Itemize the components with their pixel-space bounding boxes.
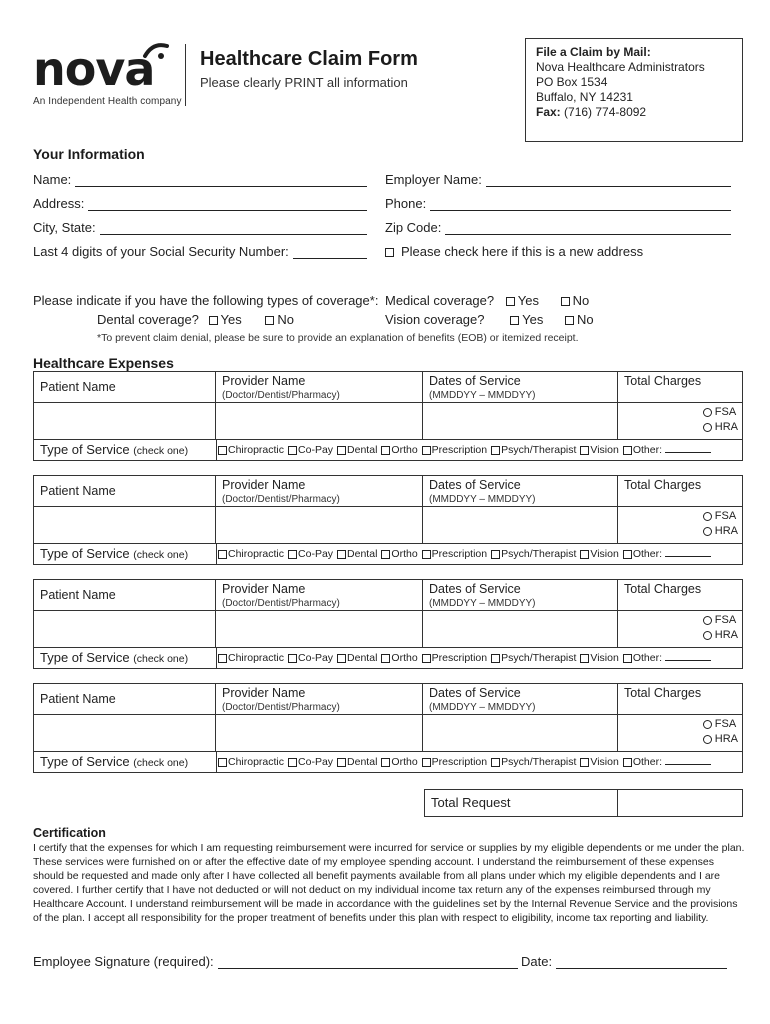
- zip-field[interactable]: [385, 220, 731, 235]
- other-line[interactable]: [665, 755, 711, 765]
- hra-option[interactable]: [703, 732, 738, 747]
- provider-header: [215, 371, 423, 403]
- service-option[interactable]: [381, 548, 417, 560]
- hra-label: HRA: [714, 421, 738, 433]
- patient-name-header: [33, 475, 216, 507]
- total-request-label: Total Request: [431, 795, 511, 810]
- service-option-label: Other:: [632, 548, 663, 560]
- city-state-field[interactable]: [33, 220, 367, 235]
- nova-logo: [33, 40, 182, 110]
- patient-name-input[interactable]: [33, 714, 216, 752]
- medical-yes-checkbox[interactable]: [506, 297, 515, 306]
- name-field[interactable]: [33, 172, 367, 187]
- service-option-label: Psych/Therapist: [501, 548, 577, 560]
- service-option-label: Prescription: [431, 548, 488, 560]
- vision-no-checkbox[interactable]: [565, 316, 574, 325]
- service-option[interactable]: [381, 444, 417, 456]
- dates-input[interactable]: [422, 610, 618, 648]
- mail-heading: File a Claim by Mail:: [536, 45, 651, 59]
- account-type-options: [703, 405, 738, 435]
- hra-option[interactable]: [703, 524, 738, 539]
- dates-header: [422, 371, 618, 403]
- service-checkbox[interactable]: [337, 758, 346, 767]
- logo-wordmark: nova: [33, 42, 155, 96]
- service-option-label: Psych/Therapist: [501, 652, 577, 664]
- signature-field[interactable]: [33, 954, 518, 969]
- fsa-label: FSA: [714, 614, 737, 626]
- total-charges-header: [617, 475, 743, 507]
- service-option[interactable]: [381, 756, 417, 768]
- service-option-label: Dental: [347, 548, 378, 560]
- service-option-other[interactable]: [623, 652, 711, 664]
- service-option[interactable]: [580, 444, 618, 456]
- total-charges-input[interactable]: [617, 610, 743, 648]
- dates-label: Dates of Service: [429, 582, 521, 596]
- service-checkbox[interactable]: [218, 654, 227, 663]
- fsa-option[interactable]: [703, 717, 738, 732]
- service-option[interactable]: [422, 444, 487, 456]
- provider-sub-label: (Doctor/Dentist/Pharmacy): [222, 702, 340, 713]
- total-charges-input[interactable]: [617, 506, 743, 544]
- service-option[interactable]: [422, 548, 487, 560]
- service-checkbox[interactable]: [337, 654, 346, 663]
- zip-label: Zip Code:: [385, 220, 442, 235]
- service-option-label: Other:: [632, 756, 663, 768]
- expenses-heading: Healthcare Expenses: [33, 355, 174, 371]
- service-option-label: Co-Pay: [298, 548, 334, 560]
- service-checkbox[interactable]: [580, 654, 589, 663]
- check-one-text: (check one): [133, 653, 189, 665]
- total-charges-label: Total Charges: [624, 374, 702, 388]
- service-option-label: Other:: [632, 444, 663, 456]
- dental-no-label: No: [277, 312, 294, 327]
- phone-label: Phone:: [385, 196, 427, 211]
- service-options: [218, 755, 715, 768]
- service-option-label: Prescription: [431, 444, 488, 456]
- patient-name-label: Patient Name: [40, 484, 116, 498]
- ssn-label: Last 4 digits of your Social Security Number:: [33, 244, 289, 259]
- service-option[interactable]: [218, 652, 284, 664]
- type-of-service-text: Type of Service: [40, 754, 130, 769]
- type-of-service-label: [40, 650, 188, 665]
- service-option-label: Co-Pay: [298, 756, 334, 768]
- service-option-other[interactable]: [623, 444, 711, 456]
- expense-block: [33, 683, 743, 775]
- expense-block: [33, 475, 743, 567]
- type-of-service-text: Type of Service: [40, 442, 130, 457]
- dental-label: Dental coverage?: [97, 312, 199, 327]
- coverage-question: Please indicate if you have the following types of coverage*:: [33, 293, 379, 308]
- patient-name-input[interactable]: [33, 506, 216, 544]
- service-option[interactable]: [491, 756, 576, 768]
- type-of-service-row: [33, 439, 743, 461]
- dates-sub-label: (MMDDYY – MMDDYY): [429, 598, 536, 609]
- service-option[interactable]: [337, 756, 377, 768]
- service-option-label: Vision: [590, 652, 619, 664]
- service-option-label: Ortho: [391, 652, 418, 664]
- service-checkbox[interactable]: [623, 550, 632, 559]
- service-option-label: Chiropractic: [228, 652, 285, 664]
- service-option[interactable]: [218, 444, 284, 456]
- service-option-label: Dental: [347, 756, 378, 768]
- dental-coverage: [97, 312, 294, 327]
- service-checkbox[interactable]: [288, 550, 297, 559]
- service-checkbox[interactable]: [288, 758, 297, 767]
- ssn-line[interactable]: [293, 246, 367, 259]
- service-option-label: Ortho: [391, 548, 418, 560]
- service-checkbox[interactable]: [288, 446, 297, 455]
- other-line[interactable]: [665, 443, 711, 453]
- service-option[interactable]: [381, 652, 417, 664]
- dental-yes-checkbox[interactable]: [209, 316, 218, 325]
- total-charges-label: Total Charges: [624, 582, 702, 596]
- dates-input[interactable]: [422, 506, 618, 544]
- service-options: [218, 443, 715, 456]
- date-field[interactable]: [521, 954, 727, 969]
- service-option[interactable]: [491, 444, 576, 456]
- total-charges-header: [617, 371, 743, 403]
- service-option-label: Prescription: [431, 652, 488, 664]
- row-divider: [216, 544, 217, 564]
- service-option[interactable]: [337, 548, 377, 560]
- form-subtitle: Please clearly PRINT all information: [200, 75, 408, 90]
- account-type-options: [703, 509, 738, 539]
- service-option-label: Dental: [347, 444, 378, 456]
- provider-label: Provider Name: [222, 582, 306, 596]
- account-type-options: [703, 717, 738, 747]
- service-option[interactable]: [288, 652, 333, 664]
- service-checkbox[interactable]: [422, 654, 431, 663]
- service-option-label: Dental: [347, 652, 378, 664]
- fsa-radio[interactable]: [703, 512, 712, 521]
- service-option-label: Psych/Therapist: [501, 756, 577, 768]
- patient-name-header: [33, 683, 216, 715]
- type-of-service-text: Type of Service: [40, 650, 130, 665]
- your-info-heading: Your Information: [33, 146, 145, 162]
- hra-radio[interactable]: [703, 735, 712, 744]
- service-checkbox[interactable]: [218, 550, 227, 559]
- provider-input[interactable]: [215, 506, 423, 544]
- row-divider: [216, 752, 217, 772]
- type-of-service-label: [40, 546, 188, 561]
- type-of-service-row: [33, 543, 743, 565]
- phone-line[interactable]: [430, 198, 731, 211]
- service-checkbox[interactable]: [337, 446, 346, 455]
- hra-option[interactable]: [703, 628, 738, 643]
- provider-header: [215, 579, 423, 611]
- service-option[interactable]: [580, 652, 618, 664]
- phone-field[interactable]: [385, 196, 731, 211]
- logo-swirl-icon: [141, 40, 171, 62]
- dates-label: Dates of Service: [429, 686, 521, 700]
- fsa-label: FSA: [714, 510, 737, 522]
- city-state-line[interactable]: [100, 222, 367, 235]
- service-option[interactable]: [288, 444, 333, 456]
- check-one-text: (check one): [133, 549, 189, 561]
- service-checkbox[interactable]: [218, 758, 227, 767]
- new-address-checkbox[interactable]: [385, 248, 394, 257]
- dates-input[interactable]: [422, 402, 618, 440]
- vision-yes-checkbox[interactable]: [510, 316, 519, 325]
- fsa-option[interactable]: [703, 405, 738, 420]
- service-checkbox[interactable]: [491, 446, 500, 455]
- address-line[interactable]: [88, 198, 367, 211]
- service-option-label: Vision: [590, 756, 619, 768]
- check-one-text: (check one): [133, 445, 189, 457]
- service-checkbox[interactable]: [580, 446, 589, 455]
- total-request-label-cell: [424, 789, 618, 817]
- signature-line[interactable]: [218, 956, 518, 969]
- fsa-radio[interactable]: [703, 408, 712, 417]
- expense-block: [33, 371, 743, 463]
- service-checkbox[interactable]: [491, 654, 500, 663]
- service-option[interactable]: [580, 756, 618, 768]
- address-field[interactable]: [33, 196, 367, 211]
- mail-line-3: Buffalo, NY 14231: [536, 90, 633, 104]
- type-of-service-row: [33, 647, 743, 669]
- signature-label: Employee Signature (required):: [33, 954, 214, 969]
- fsa-label: FSA: [714, 406, 737, 418]
- hra-label: HRA: [714, 629, 738, 641]
- type-of-service-label: [40, 442, 188, 457]
- vision-label: Vision coverage?: [385, 312, 485, 327]
- vision-no-label: No: [576, 312, 594, 327]
- row-divider: [216, 440, 217, 460]
- service-option-label: Co-Pay: [298, 652, 334, 664]
- service-checkbox[interactable]: [381, 758, 390, 767]
- service-option[interactable]: [491, 652, 576, 664]
- service-option[interactable]: [337, 444, 377, 456]
- provider-label: Provider Name: [222, 374, 306, 388]
- row-divider: [216, 648, 217, 668]
- mail-line-1: Nova Healthcare Administrators: [536, 60, 705, 74]
- service-checkbox[interactable]: [381, 550, 390, 559]
- service-checkbox[interactable]: [623, 446, 632, 455]
- dental-yes-label: Yes: [220, 312, 242, 327]
- city-state-label: City, State:: [33, 220, 96, 235]
- total-charges-label: Total Charges: [624, 478, 702, 492]
- dates-label: Dates of Service: [429, 478, 521, 492]
- fsa-radio[interactable]: [703, 720, 712, 729]
- service-options: [218, 651, 715, 664]
- name-label: Name:: [33, 172, 72, 187]
- service-checkbox[interactable]: [381, 654, 390, 663]
- service-option-other[interactable]: [623, 756, 711, 768]
- form-title: Healthcare Claim Form: [200, 48, 418, 70]
- service-checkbox[interactable]: [422, 550, 431, 559]
- service-option[interactable]: [218, 548, 284, 560]
- total-charges-label: Total Charges: [624, 686, 702, 700]
- mail-line-2: PO Box 1534: [536, 75, 608, 89]
- hra-option[interactable]: [703, 420, 738, 435]
- service-option-label: Psych/Therapist: [501, 444, 577, 456]
- service-checkbox[interactable]: [623, 654, 632, 663]
- patient-name-header: [33, 579, 216, 611]
- provider-label: Provider Name: [222, 686, 306, 700]
- dates-header: [422, 683, 618, 715]
- provider-header: [215, 475, 423, 507]
- ssn-field[interactable]: [33, 244, 367, 259]
- service-option[interactable]: [288, 756, 333, 768]
- dates-input[interactable]: [422, 714, 618, 752]
- other-line[interactable]: [665, 547, 711, 557]
- provider-input[interactable]: [215, 402, 423, 440]
- hra-radio[interactable]: [703, 423, 712, 432]
- service-checkbox[interactable]: [491, 758, 500, 767]
- dates-label: Dates of Service: [429, 374, 521, 388]
- provider-sub-label: (Doctor/Dentist/Pharmacy): [222, 598, 340, 609]
- patient-name-label: Patient Name: [40, 588, 116, 602]
- hra-label: HRA: [714, 525, 738, 537]
- service-option[interactable]: [422, 756, 487, 768]
- date-line[interactable]: [556, 956, 727, 969]
- service-checkbox[interactable]: [623, 758, 632, 767]
- service-option-label: Ortho: [391, 756, 418, 768]
- service-checkbox[interactable]: [422, 758, 431, 767]
- dates-sub-label: (MMDDYY – MMDDYY): [429, 494, 536, 505]
- mail-address-box: [525, 38, 743, 142]
- fax-label: Fax:: [536, 105, 561, 119]
- patient-name-input[interactable]: [33, 402, 216, 440]
- service-option-label: Other:: [632, 652, 663, 664]
- name-line[interactable]: [75, 174, 367, 187]
- service-option[interactable]: [337, 652, 377, 664]
- new-address-label: Please check here if this is a new address: [401, 244, 644, 259]
- medical-label: Medical coverage?: [385, 293, 495, 308]
- certification-heading: Certification: [33, 826, 106, 840]
- other-line[interactable]: [665, 651, 711, 661]
- service-checkbox[interactable]: [580, 758, 589, 767]
- service-option-label: Ortho: [391, 444, 418, 456]
- type-of-service-text: Type of Service: [40, 546, 130, 561]
- dates-sub-label: (MMDDYY – MMDDYY): [429, 702, 536, 713]
- provider-input[interactable]: [215, 714, 423, 752]
- coverage-note: *To prevent claim denial, please be sure to provide an explanation of benefits (EOB) or itemized receipt.: [97, 332, 579, 344]
- fax-value: (716) 774-8092: [564, 105, 647, 119]
- service-checkbox[interactable]: [491, 550, 500, 559]
- header-divider: [185, 44, 186, 106]
- service-checkbox[interactable]: [337, 550, 346, 559]
- date-label: Date:: [521, 954, 553, 969]
- vision-yes-label: Yes: [522, 312, 544, 327]
- hra-radio[interactable]: [703, 527, 712, 536]
- service-option-label: Vision: [590, 444, 619, 456]
- hra-radio[interactable]: [703, 631, 712, 640]
- dates-sub-label: (MMDDYY – MMDDYY): [429, 390, 536, 401]
- service-option-other[interactable]: [623, 548, 711, 560]
- provider-input[interactable]: [215, 610, 423, 648]
- service-options: [218, 547, 715, 560]
- zip-line[interactable]: [445, 222, 731, 235]
- dental-no-checkbox[interactable]: [265, 316, 274, 325]
- medical-no-label: No: [572, 293, 590, 308]
- service-option-label: Vision: [590, 548, 619, 560]
- service-option-label: Prescription: [431, 756, 488, 768]
- account-type-options: [703, 613, 738, 643]
- service-option-label: Chiropractic: [228, 548, 285, 560]
- address-label: Address:: [33, 196, 85, 211]
- total-charges-header: [617, 579, 743, 611]
- mail-fax: [536, 105, 732, 120]
- type-of-service-label: [40, 754, 188, 769]
- total-charges-input[interactable]: [617, 402, 743, 440]
- service-option[interactable]: [218, 756, 284, 768]
- patient-name-header: [33, 371, 216, 403]
- service-option[interactable]: [580, 548, 618, 560]
- total-request-input[interactable]: [617, 789, 743, 817]
- employer-line[interactable]: [486, 174, 731, 187]
- logo-tagline: An Independent Health company: [33, 96, 182, 107]
- employer-label: Employer Name:: [385, 172, 482, 187]
- patient-name-input[interactable]: [33, 610, 216, 648]
- medical-coverage: [385, 293, 589, 308]
- medical-no-checkbox[interactable]: [561, 297, 570, 306]
- type-of-service-row: [33, 751, 743, 773]
- service-checkbox[interactable]: [381, 446, 390, 455]
- provider-sub-label: (Doctor/Dentist/Pharmacy): [222, 494, 340, 505]
- vision-coverage: [385, 312, 594, 327]
- service-option-label: Co-Pay: [298, 444, 334, 456]
- check-one-text: (check one): [133, 757, 189, 769]
- dates-header: [422, 579, 618, 611]
- service-checkbox[interactable]: [422, 446, 431, 455]
- fsa-radio[interactable]: [703, 616, 712, 625]
- dates-header: [422, 475, 618, 507]
- hra-label: HRA: [714, 733, 738, 745]
- expense-block: [33, 579, 743, 671]
- total-charges-header: [617, 683, 743, 715]
- patient-name-label: Patient Name: [40, 380, 116, 394]
- provider-header: [215, 683, 423, 715]
- service-option-label: Chiropractic: [228, 756, 285, 768]
- service-checkbox[interactable]: [580, 550, 589, 559]
- medical-yes-label: Yes: [517, 293, 539, 308]
- certification-text: I certify that the expenses for which I am requesting reimbursement were incurred for service or supplies by my eligible dependents or me under the plan. These services were furnished on or after the effective date of my employee spending account. I understand the reimbursement of these expenses should be requested and made only after I have collected all benefit payments available from all plans under which my eligible dependents and I are covered. I further certify that I have not deducted or will not deduct on my individual income tax return any of the expenses reimbursed through my Healthcare Account. I understand reimbursement will be made in accordance with the guidelines set by the Internal Revenue Service and the provisions of the plan. I accept all responsibility for the proper treatment of benefits under this plan with respect to eligibility, income tax reporting and liability.: [33, 842, 745, 924]
- service-checkbox[interactable]: [288, 654, 297, 663]
- provider-label: Provider Name: [222, 478, 306, 492]
- service-option[interactable]: [491, 548, 576, 560]
- service-option[interactable]: [288, 548, 333, 560]
- fsa-option[interactable]: [703, 613, 738, 628]
- patient-name-label: Patient Name: [40, 692, 116, 706]
- service-option[interactable]: [422, 652, 487, 664]
- service-option-label: Chiropractic: [228, 444, 285, 456]
- new-address-option[interactable]: [385, 244, 643, 259]
- fsa-label: FSA: [714, 718, 737, 730]
- employer-field[interactable]: [385, 172, 731, 187]
- service-checkbox[interactable]: [218, 446, 227, 455]
- provider-sub-label: (Doctor/Dentist/Pharmacy): [222, 390, 340, 401]
- fsa-option[interactable]: [703, 509, 738, 524]
- total-charges-input[interactable]: [617, 714, 743, 752]
